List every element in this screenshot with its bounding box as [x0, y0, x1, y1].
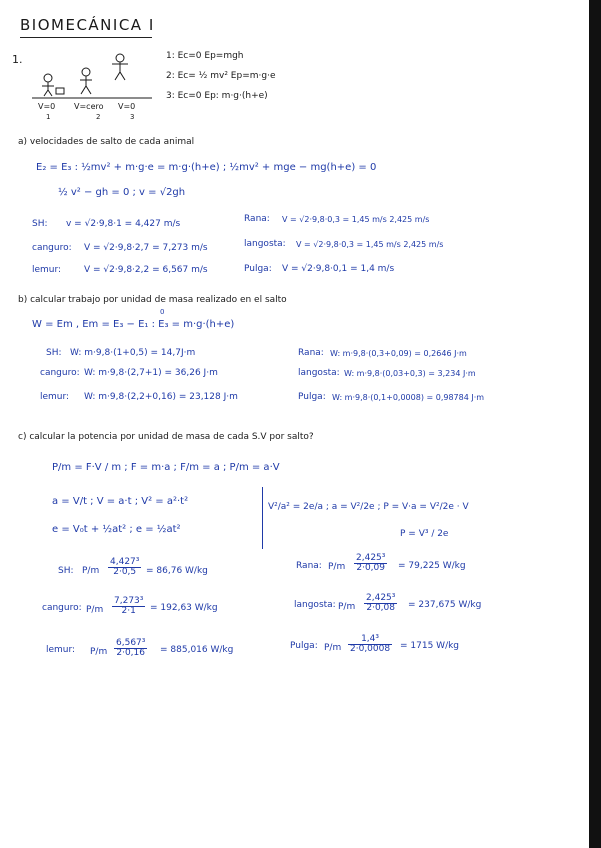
section-a-heading: a) velocidades de salto de cada animal	[18, 137, 195, 147]
c-right-result-1: = 79,225 W/kg	[398, 561, 466, 571]
fraction-numerator: 6,567³	[116, 638, 146, 648]
b-right-label-3: Pulga:	[298, 392, 326, 402]
c-right-result-3: = 1715 W/kg	[400, 641, 460, 651]
a-right-label-3: Pulga:	[244, 264, 272, 274]
section-c-eq2b: e = V₀t + ½at² ; e = ½at²	[52, 524, 181, 535]
c-right-label-2: langosta:	[294, 600, 336, 610]
b-right-label-2: langosta:	[298, 368, 340, 378]
page-title: BIOMECÁNICA I	[20, 16, 155, 34]
title-underline	[20, 37, 152, 38]
figure-sublabel-3: 3	[130, 113, 135, 121]
c-left-pm-3: P/m	[90, 647, 108, 657]
problem-number: 1.	[12, 53, 23, 66]
figure-sublabel-1: 1	[46, 113, 51, 121]
c-left-pm-1: P/m	[82, 566, 100, 576]
c-right-fraction-1	[354, 554, 387, 574]
c-left-fraction-2	[112, 597, 145, 617]
c-left-fraction-1	[108, 558, 141, 578]
a-right-expr-1: V = √2·9,8·0,3 = 1,45 m/s 2,425 m/s	[282, 215, 430, 224]
derivation-divider	[262, 487, 263, 549]
b-right-expr-1: W: m·9,8·(0,3+0,09) = 0,2646 J·m	[330, 349, 467, 358]
fraction-denominator: 2·0,0008	[350, 644, 391, 655]
figure-label-1: V=0	[38, 102, 56, 111]
c-right-result-2: = 237,675 W/kg	[408, 600, 482, 610]
fraction-numerator: 1,4³	[348, 635, 392, 645]
fraction-denominator: 2·0,16	[116, 648, 145, 659]
b-left-expr-3: W: m·9,8·(2,2+0,16) = 23,128 J·m	[84, 392, 238, 402]
fraction-numerator: 4,427³	[110, 557, 140, 567]
figure-label-2: V=cero	[74, 102, 104, 111]
c-left-label-3: lemur:	[46, 645, 76, 655]
section-a-eq2: ½ v² − gh = 0 ; v = √2gh	[58, 187, 186, 198]
section-c-eq2c: V²/a² = 2e/a ; a = V²/2e ; P = V·a = V²/2e · V	[268, 502, 469, 512]
energy-state-2: 2: Ec= ½ mv² Ep=m·g·e	[166, 71, 276, 81]
section-c-eq1: P/m = F·V / m ; F = m·a ; F/m = a ; P/m = a·V	[52, 462, 280, 473]
c-left-pm-2: P/m	[86, 605, 104, 615]
jump-stages-figure	[28, 50, 158, 122]
c-left-result-3: = 885,016 W/kg	[160, 645, 234, 655]
fraction-denominator: 2·0,08	[366, 603, 395, 614]
a-left-expr-3: V = √2·9,8·2,2 = 6,567 m/s	[84, 265, 208, 275]
a-left-expr-2: V = √2·9,8·2,7 = 7,273 m/s	[84, 243, 208, 253]
b-left-label-2: canguro:	[40, 368, 80, 378]
fraction-numerator: 7,273³	[114, 596, 144, 606]
c-left-label-1: SH:	[58, 566, 74, 576]
figure-sublabel-2: 2	[96, 113, 101, 121]
fraction-denominator: 2·0,5	[113, 567, 137, 578]
a-left-expr-1: v = √2·9,8·1 = 4,427 m/s	[66, 219, 181, 229]
a-left-label-2: canguro:	[32, 243, 72, 253]
c-left-label-2: canguro:	[42, 603, 82, 613]
b-left-expr-1: W: m·9,8·(1+0,5) = 14,7J·m	[70, 348, 196, 358]
a-right-expr-3: V = √2·9,8·0,1 = 1,4 m/s	[282, 264, 395, 274]
section-b-heading: b) calcular trabajo por unidad de masa realizado en el salto	[18, 295, 287, 305]
a-left-label-1: SH:	[32, 219, 48, 229]
section-c-heading: c) calcular la potencia por unidad de masa de cada S.V por salto?	[18, 432, 314, 442]
c-left-result-2: = 192,63 W/kg	[150, 603, 218, 613]
b-left-expr-2: W: m·9,8·(2,7+1) = 36,26 J·m	[84, 368, 218, 378]
fraction-denominator: 2·1	[121, 606, 136, 617]
section-b-eq1: W = Em , Em = E₃ − E₁ : E₃ = m·g·(h+e)	[32, 319, 235, 330]
section-a-eq1: E₂ = E₃ : ½mv² + m·g·e = m·g·(h+e) ; ½mv² + mge − mg(h+e) = 0	[36, 162, 377, 173]
section-c-eq2a: a = V/t ; V = a·t ; V² = a²·t²	[52, 496, 189, 507]
fraction-numerator: 2,425³	[356, 553, 386, 563]
b-left-label-3: lemur:	[40, 392, 70, 402]
figure-label-3: V=0	[118, 102, 136, 111]
b-left-label-1: SH:	[46, 348, 62, 358]
c-right-pm-3: P/m	[324, 643, 342, 653]
c-right-fraction-2	[364, 594, 397, 614]
b-right-expr-2: W: m·9,8·(0,03+0,3) = 3,234 J·m	[344, 369, 476, 378]
a-right-expr-2: V = √2·9,8·0,3 = 1,45 m/s 2,425 m/s	[296, 240, 444, 249]
a-left-label-3: lemur:	[32, 265, 62, 275]
a-right-label-1: Rana:	[244, 214, 270, 224]
energy-state-3: 3: Ec=0 Ep: m·g·(h+e)	[166, 91, 268, 101]
c-left-fraction-3	[114, 639, 147, 659]
section-b-zero-mark: 0	[160, 308, 165, 316]
page-edge	[589, 0, 601, 848]
fraction-numerator: 2,425³	[366, 593, 396, 603]
b-right-expr-3: W: m·9,8·(0,1+0,0008) = 0,98784 J·m	[332, 393, 485, 402]
c-right-fraction-3	[348, 635, 392, 655]
section-c-eq2d: P = V³ / 2e	[400, 529, 449, 539]
a-right-label-2: langosta:	[244, 239, 286, 249]
c-right-label-1: Rana:	[296, 561, 322, 571]
c-right-pm-1: P/m	[328, 562, 346, 572]
energy-state-1: 1: Ec=0 Ep=mgh	[166, 51, 244, 61]
b-right-label-1: Rana:	[298, 348, 324, 358]
c-right-label-3: Pulga:	[290, 641, 318, 651]
c-left-result-1: = 86,76 W/kg	[146, 566, 208, 576]
c-right-pm-2: P/m	[338, 602, 356, 612]
fraction-denominator: 2·0,09	[356, 563, 385, 574]
